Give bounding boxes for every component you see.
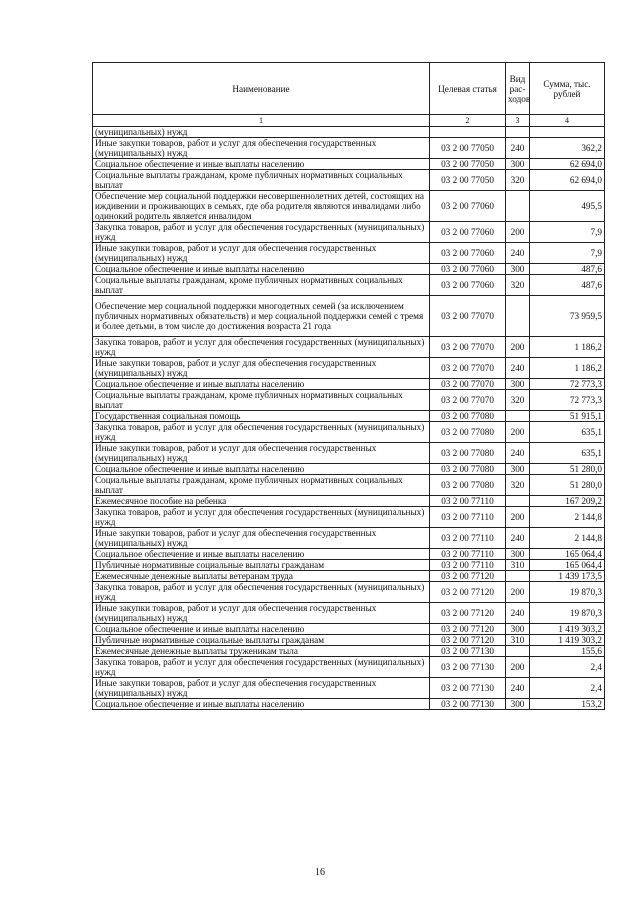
row-sum: 495,5: [530, 191, 605, 222]
row-target-article: 03 2 00 77050: [430, 159, 506, 170]
table-row: [93, 603, 605, 624]
row-name: Государственная социальная помощь: [93, 411, 430, 422]
row-name: Закупка товаров, работ и услуг для обеспечения государственных (муниципальных) нужд: [93, 222, 430, 243]
table-row: [93, 170, 605, 191]
header-sum: Сумма, тыс. рублей: [530, 63, 605, 115]
table-row: [93, 678, 605, 699]
row-expense-type: 300: [506, 464, 530, 475]
row-sum: 62 694,0: [530, 159, 605, 170]
table-row: [93, 337, 605, 358]
row-target-article: 03 2 00 77130: [430, 657, 506, 678]
row-name: Иные закупки товаров, работ и услуг для обеспечения государственных (муниципальных) нужд: [93, 443, 430, 464]
row-target-article: 03 2 00 77070: [430, 358, 506, 379]
row-expense-type: 320: [506, 275, 530, 296]
row-expense-type: 300: [506, 699, 530, 710]
table-row: [93, 159, 605, 170]
table-row: [93, 496, 605, 507]
table-row: [93, 127, 605, 138]
row-sum: 51 280,0: [530, 475, 605, 496]
row-target-article: 03 2 00 77060: [430, 243, 506, 264]
row-sum: 167 209,2: [530, 496, 605, 507]
row-target-article: 03 2 00 77080: [430, 422, 506, 443]
row-sum: [530, 127, 605, 138]
table-row: [93, 549, 605, 560]
row-name: Закупка товаров, работ и услуг для обеспечения государственных (муниципальных) нужд: [93, 422, 430, 443]
row-expense-type: 300: [506, 264, 530, 275]
table-row: [93, 635, 605, 646]
table-row: [93, 624, 605, 635]
row-target-article: 03 2 00 77120: [430, 624, 506, 635]
row-target-article: 03 2 00 77060: [430, 191, 506, 222]
row-name: Иные закупки товаров, работ и услуг для обеспечения государственных (муниципальных) нужд: [93, 528, 430, 549]
row-name: Закупка товаров, работ и услуг для обеспечения государственных (муниципальных) нужд: [93, 507, 430, 528]
row-expense-type: 240: [506, 528, 530, 549]
row-name: Социальное обеспечение и иные выплаты населению: [93, 624, 430, 635]
row-target-article: 03 2 00 77130: [430, 678, 506, 699]
table-row: [93, 411, 605, 422]
row-sum: 165 064,4: [530, 549, 605, 560]
row-name: Ежемесячные денежные выплаты ветеранам труда: [93, 571, 430, 582]
row-expense-type: [506, 411, 530, 422]
column-number: 4: [530, 115, 605, 127]
row-name: Закупка товаров, работ и услуг для обеспечения государственных (муниципальных) нужд: [93, 582, 430, 603]
row-target-article: 03 2 00 77110: [430, 528, 506, 549]
row-sum: 72 773,3: [530, 390, 605, 411]
row-expense-type: 310: [506, 560, 530, 571]
row-name: Закупка товаров, работ и услуг для обеспечения государственных (муниципальных) нужд: [93, 657, 430, 678]
row-target-article: 03 2 00 77110: [430, 507, 506, 528]
row-name: Публичные нормативные социальные выплаты гражданам: [93, 560, 430, 571]
column-number: 1: [93, 115, 430, 127]
row-sum: 19 870,3: [530, 603, 605, 624]
row-name: Социальное обеспечение и иные выплаты населению: [93, 699, 430, 710]
row-target-article: 03 2 00 77070: [430, 296, 506, 337]
row-expense-type: 240: [506, 243, 530, 264]
row-expense-type: 310: [506, 635, 530, 646]
row-sum: 1 419 303,2: [530, 635, 605, 646]
row-name: Обеспечение мер социальной поддержки несовершеннолетних детей, состоящих на иждивении и проживающих в семьях, где оба родителя являются инвалидами либо одинокий родитель является инвалидом: [93, 191, 430, 222]
row-expense-type: 240: [506, 603, 530, 624]
row-expense-type: 200: [506, 422, 530, 443]
row-name: Социальное обеспечение и иные выплаты населению: [93, 264, 430, 275]
row-target-article: 03 2 00 77110: [430, 496, 506, 507]
row-expense-type: [506, 496, 530, 507]
column-number: 3: [506, 115, 530, 127]
row-name: Социальные выплаты гражданам, кроме публичных нормативных социальных выплат: [93, 390, 430, 411]
row-expense-type: 300: [506, 159, 530, 170]
row-sum: 2 144,8: [530, 528, 605, 549]
table-row: [93, 275, 605, 296]
row-target-article: 03 2 00 77080: [430, 464, 506, 475]
table-row: [93, 390, 605, 411]
row-sum: 2,4: [530, 657, 605, 678]
row-target-article: 03 2 00 77130: [430, 646, 506, 657]
table-row: [93, 507, 605, 528]
row-sum: 7,9: [530, 222, 605, 243]
table-row: [93, 358, 605, 379]
row-sum: 635,1: [530, 422, 605, 443]
header-name: Наименование: [93, 63, 430, 115]
table-row: [93, 582, 605, 603]
row-name: Социальное обеспечение и иные выплаты населению: [93, 379, 430, 390]
row-sum: 2 144,8: [530, 507, 605, 528]
row-name: Иные закупки товаров, работ и услуг для обеспечения государственных (муниципальных) нужд: [93, 243, 430, 264]
row-sum: 7,9: [530, 243, 605, 264]
row-expense-type: 240: [506, 358, 530, 379]
row-expense-type: [506, 127, 530, 138]
row-expense-type: 300: [506, 379, 530, 390]
table-row: [93, 464, 605, 475]
row-name: Социальные выплаты гражданам, кроме публичных нормативных социальных выплат: [93, 275, 430, 296]
table-row: [93, 646, 605, 657]
row-expense-type: [506, 296, 530, 337]
row-target-article: 03 2 00 77120: [430, 603, 506, 624]
row-name: Иные закупки товаров, работ и услуг для обеспечения государственных (муниципальных) нужд: [93, 603, 430, 624]
row-expense-type: [506, 571, 530, 582]
row-name: Иные закупки товаров, работ и услуг для обеспечения государственных (муниципальных) нужд: [93, 358, 430, 379]
row-sum: 155,6: [530, 646, 605, 657]
row-name: Социальное обеспечение и иные выплаты населению: [93, 464, 430, 475]
row-target-article: 03 2 00 77060: [430, 264, 506, 275]
row-name: Закупка товаров, работ и услуг для обеспечения государственных (муниципальных) нужд: [93, 337, 430, 358]
row-sum: 1 439 173,5: [530, 571, 605, 582]
table-header-row: [93, 63, 605, 115]
row-sum: 635,1: [530, 443, 605, 464]
row-target-article: 03 2 00 77110: [430, 560, 506, 571]
table-row: [93, 528, 605, 549]
table-row: [93, 475, 605, 496]
row-sum: 153,2: [530, 699, 605, 710]
row-name: (муниципальных) нужд: [93, 127, 430, 138]
row-expense-type: 240: [506, 443, 530, 464]
table-body: [93, 127, 605, 710]
row-expense-type: 320: [506, 390, 530, 411]
row-sum: 1 186,2: [530, 337, 605, 358]
budget-table: [92, 62, 605, 710]
table-row: [93, 191, 605, 222]
table-row: [93, 571, 605, 582]
row-name: Иные закупки товаров, работ и услуг для обеспечения государственных (муниципальных) нужд: [93, 678, 430, 699]
row-name: Социальное обеспечение и иные выплаты населению: [93, 549, 430, 560]
column-number-row: [93, 115, 605, 127]
table-row: [93, 379, 605, 390]
row-sum: 72 773,3: [530, 379, 605, 390]
row-name: Ежемесячные денежные выплаты труженикам тыла: [93, 646, 430, 657]
row-expense-type: [506, 191, 530, 222]
row-target-article: 03 2 00 77070: [430, 379, 506, 390]
page-number: 16: [315, 867, 325, 878]
row-expense-type: 300: [506, 549, 530, 560]
row-target-article: [430, 127, 506, 138]
table-row: [93, 296, 605, 337]
row-target-article: 03 2 00 77070: [430, 390, 506, 411]
table-row: [93, 560, 605, 571]
row-target-article: 03 2 00 77110: [430, 549, 506, 560]
row-expense-type: 200: [506, 507, 530, 528]
row-target-article: 03 2 00 77120: [430, 635, 506, 646]
table-row: [93, 264, 605, 275]
row-expense-type: 200: [506, 582, 530, 603]
row-sum: 487,6: [530, 275, 605, 296]
table-row: [93, 222, 605, 243]
row-target-article: 03 2 00 77120: [430, 571, 506, 582]
row-name: Ежемесячное пособие на ребенка: [93, 496, 430, 507]
column-number: 2: [430, 115, 506, 127]
row-name: Обеспечение мер социальной поддержки многодетных семей (за исключением публичных нормативных обязательств) и мер социальной поддержки семей с тремя и более детьми, в том числе до достижения возраста 21 года: [93, 296, 430, 337]
row-expense-type: 240: [506, 678, 530, 699]
header-expense-type: Вид рас-ходов: [506, 63, 530, 115]
row-sum: 1 186,2: [530, 358, 605, 379]
row-sum: 2,4: [530, 678, 605, 699]
row-sum: 51 915,1: [530, 411, 605, 422]
row-expense-type: 300: [506, 624, 530, 635]
table-row: [93, 422, 605, 443]
row-target-article: 03 2 00 77080: [430, 443, 506, 464]
table-row: [93, 443, 605, 464]
row-target-article: 03 2 00 77120: [430, 582, 506, 603]
row-sum: 165 064,4: [530, 560, 605, 571]
row-sum: 362,2: [530, 138, 605, 159]
row-sum: 62 694,0: [530, 170, 605, 191]
row-expense-type: 200: [506, 337, 530, 358]
row-expense-type: 200: [506, 222, 530, 243]
row-sum: 51 280,0: [530, 464, 605, 475]
row-sum: 487,6: [530, 264, 605, 275]
row-name: Социальные выплаты гражданам, кроме публичных нормативных социальных выплат: [93, 170, 430, 191]
table-row: [93, 243, 605, 264]
table-row: [93, 138, 605, 159]
table-row: [93, 657, 605, 678]
row-sum: 1 419 303,2: [530, 624, 605, 635]
row-target-article: 03 2 00 77080: [430, 411, 506, 422]
row-expense-type: [506, 646, 530, 657]
row-name: Публичные нормативные социальные выплаты гражданам: [93, 635, 430, 646]
row-expense-type: 240: [506, 138, 530, 159]
row-target-article: 03 2 00 77130: [430, 699, 506, 710]
row-expense-type: 200: [506, 657, 530, 678]
row-target-article: 03 2 00 77050: [430, 170, 506, 191]
row-target-article: 03 2 00 77050: [430, 138, 506, 159]
table-row: [93, 699, 605, 710]
row-sum: 19 870,3: [530, 582, 605, 603]
row-name: Иные закупки товаров, работ и услуг для обеспечения государственных (муниципальных) нужд: [93, 138, 430, 159]
row-name: Социальные выплаты гражданам, кроме публичных нормативных социальных выплат: [93, 475, 430, 496]
row-expense-type: 320: [506, 475, 530, 496]
row-target-article: 03 2 00 77070: [430, 337, 506, 358]
header-target-article: Целевая статья: [430, 63, 506, 115]
row-target-article: 03 2 00 77060: [430, 222, 506, 243]
row-target-article: 03 2 00 77060: [430, 275, 506, 296]
row-target-article: 03 2 00 77080: [430, 475, 506, 496]
row-sum: 73 959,5: [530, 296, 605, 337]
row-expense-type: 320: [506, 170, 530, 191]
row-name: Социальное обеспечение и иные выплаты населению: [93, 159, 430, 170]
